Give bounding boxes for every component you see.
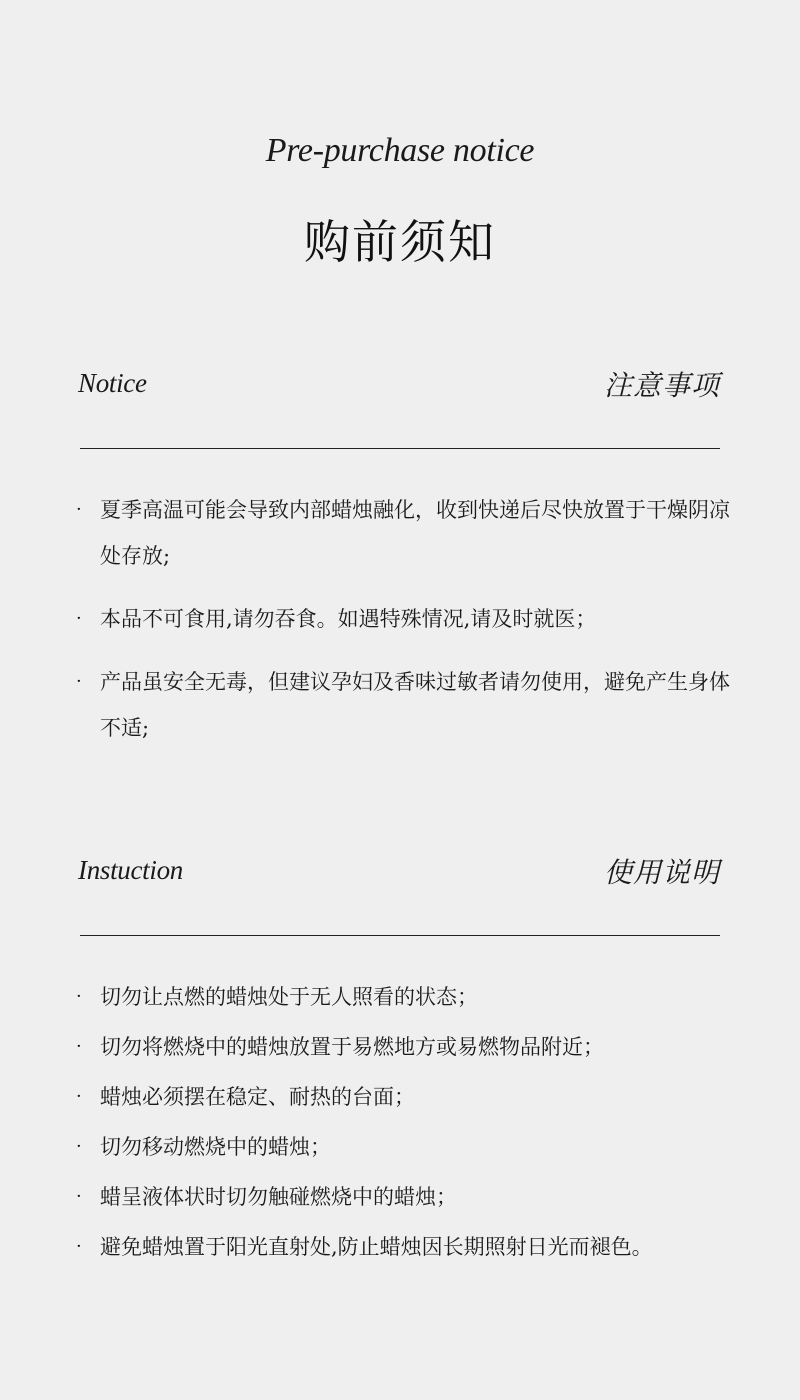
bullet-dot: ·: [76, 671, 82, 692]
instruction-section-header: [0, 855, 800, 899]
instruction-item: [0, 1180, 800, 1214]
notice-section: [0, 368, 800, 412]
notice-list: [0, 487, 800, 768]
instruction-divider: [80, 935, 720, 936]
bullet-dot: ·: [76, 986, 82, 1007]
instruction-heading-english: Instuction: [78, 855, 183, 885]
instruction-item-text: 切勿移动燃烧中的蜡烛；: [100, 1135, 331, 1159]
notice-heading-chinese: 注意事项: [603, 369, 720, 402]
notice-item-text: 夏季高温可能会导致内部蜡烛融化，收到快递后尽快放置于干燥阴凉处存放;: [100, 498, 730, 568]
notice-item: [0, 659, 800, 751]
instruction-item: [0, 980, 800, 1014]
notice-item-text: 本品不可食用,请勿吞食。如遇特殊情况,请及时就医；: [100, 607, 597, 631]
bullet-dot: ·: [76, 1186, 82, 1207]
instruction-item-text: 蜡呈液体状时切勿触碰燃烧中的蜡烛；: [100, 1185, 457, 1209]
instruction-item: [0, 1130, 800, 1164]
instruction-item-text: 蜡烛必须摆在稳定、耐热的台面；: [100, 1085, 415, 1109]
instruction-item: [0, 1030, 800, 1064]
bullet-dot: ·: [76, 1236, 82, 1257]
bullet-dot: ·: [76, 499, 82, 520]
instruction-heading-chinese: 使用说明: [603, 856, 720, 889]
bullet-dot: ·: [76, 608, 82, 629]
notice-divider: [80, 448, 720, 449]
instruction-section: [0, 855, 800, 899]
bullet-dot: ·: [76, 1036, 82, 1057]
page-title-chinese: 购前须知: [304, 215, 496, 269]
instruction-item: [0, 1230, 800, 1264]
notice-item: [0, 596, 800, 642]
notice-item: [0, 487, 800, 579]
instruction-item-text: 切勿让点燃的蜡烛处于无人照看的状态；: [100, 985, 478, 1009]
notice-section-header: [0, 368, 800, 412]
instruction-list: [0, 980, 800, 1280]
bullet-dot: ·: [76, 1136, 82, 1157]
instruction-item-text: 避免蜡烛置于阳光直射处,防止蜡烛因长期照射日光而褪色。: [100, 1235, 653, 1259]
page-title-english: Pre-purchase notice: [265, 132, 535, 169]
notice-heading-english: Notice: [78, 368, 147, 398]
bullet-dot: ·: [76, 1086, 82, 1107]
instruction-item: [0, 1080, 800, 1114]
notice-item-text: 产品虽安全无毒，但建议孕妇及香味过敏者请勿使用，避免产生身体不适;: [100, 670, 730, 740]
instruction-item-text: 切勿将燃烧中的蜡烛放置于易燃地方或易燃物品附近；: [100, 1035, 604, 1059]
